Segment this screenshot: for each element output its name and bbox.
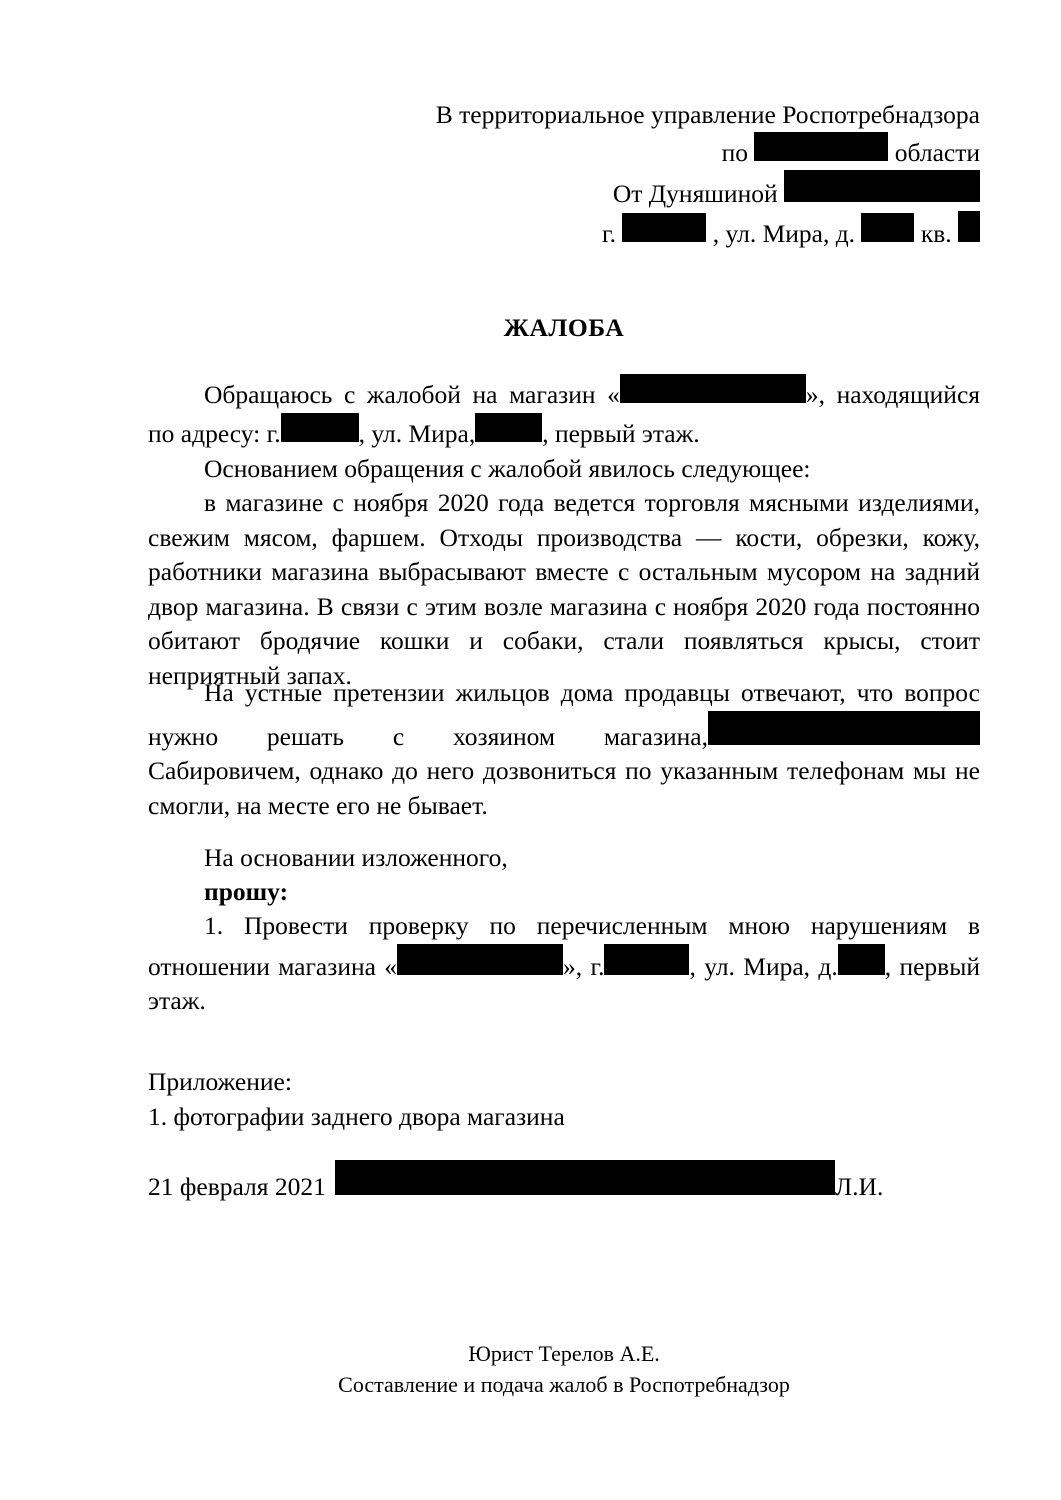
signature-initials: Л.И. <box>834 1172 884 1201</box>
header-street-label: , ул. Мира, д. <box>712 219 856 248</box>
paragraph-intro <box>148 374 980 451</box>
redaction-shop-city <box>281 413 359 442</box>
footer-lawyer-name: Юрист Терелов А.Е. <box>468 1341 660 1366</box>
paragraph-intro-text <box>148 374 980 451</box>
signature-date: 21 февраля 2021 <box>148 1172 326 1201</box>
request-item-1 <box>148 909 980 1019</box>
header-city-label: г. <box>602 219 616 248</box>
signature-line-text <box>148 1160 980 1205</box>
paragraph-verbal-claims-part2: Сабировичем, однако до него дозвониться по указанным телефонам мы не смогли, на месте его не бывает. <box>148 756 980 820</box>
paragraph-basis-text: На основании изложенного, <box>204 843 508 872</box>
request-item1-part4: , первый этаж. <box>148 951 980 1015</box>
paragraph-basis <box>148 841 980 876</box>
paragraph-verbal-claims <box>148 676 980 823</box>
redaction-sender-house <box>861 213 914 242</box>
request-item1-part1: 1. Провести проверку по перечисленным мною нарушениям в отношении магазина « <box>148 911 980 981</box>
redaction-region-name <box>754 132 888 161</box>
request-item1-part3: , ул. Мира, д. <box>689 951 838 981</box>
redaction-shop-house <box>475 413 542 442</box>
header-line-region <box>148 132 980 170</box>
addressee-header <box>148 98 980 251</box>
request-label-block <box>148 875 980 910</box>
header-region-prefix: по <box>721 138 748 167</box>
footer-service-description: Составление и подача жалоб в Роспотребнадзор <box>338 1372 790 1397</box>
paragraph-grounds-lead <box>148 452 980 487</box>
request-item1-part2: », г. <box>563 951 605 981</box>
header-region-suffix: области <box>894 138 980 167</box>
attachment-block <box>148 1065 980 1134</box>
redaction-request-house <box>838 944 885 975</box>
request-item-1-text <box>148 909 980 1019</box>
request-label: прошу: <box>204 877 289 906</box>
redaction-sender-name <box>784 170 980 202</box>
header-apt-label: кв. <box>920 219 952 248</box>
redaction-sender-apartment <box>958 211 980 242</box>
intro-part2: », находящийся по адресу: г. <box>148 380 980 448</box>
attachment-item-1: 1. фотографии заднего двора магазина <box>148 1101 565 1131</box>
paragraph-description <box>148 486 980 693</box>
redaction-request-city <box>604 944 689 975</box>
header-line-sender <box>148 170 980 211</box>
header-line-organization: В территориальное управление Роспотребнадзора <box>435 100 980 129</box>
redaction-signature-name <box>335 1160 835 1195</box>
document-title: ЖАЛОБА <box>503 313 625 342</box>
paragraph-grounds-lead-text: Основанием обращения с жалобой явилось следующее: <box>204 454 811 483</box>
redaction-shop-name-first <box>620 374 806 403</box>
signature-line <box>148 1160 980 1205</box>
intro-part3: , ул. Мира, <box>358 418 476 448</box>
redaction-sender-city <box>622 213 706 242</box>
footer-block <box>148 1338 980 1400</box>
intro-part4: , первый этаж. <box>542 418 700 448</box>
header-line-address <box>148 211 980 251</box>
intro-part1: Обращаюсь с жалобой на магазин « <box>204 380 620 409</box>
attachment-label: Приложение: <box>148 1067 292 1096</box>
redaction-shop-name-second <box>397 944 563 975</box>
verbal-claims-text1: На устные претензии жильцов дома продавцы отвечают, что вопрос нужно решать с хозяином магазина, <box>148 678 980 751</box>
header-sender-prefix: От Дуняшиной <box>612 179 778 208</box>
redaction-owner-name <box>708 711 980 745</box>
paragraph-verbal-claims-part1 <box>148 676 980 754</box>
paragraph-description-text: в магазине с ноября 2020 года ведется торговля мясными изделиями, свежим мясом, фаршем. Отходы производства — кости, обрезки, кожу, работники магазина выбрасывают вместе с остальным мусором на задний двор магазина. В связи с этим возле магазина с ноября 2020 года постоянно обитают бродячие кошки и собаки, стали появляться крысы, стоит неприятный запах. <box>148 488 980 690</box>
